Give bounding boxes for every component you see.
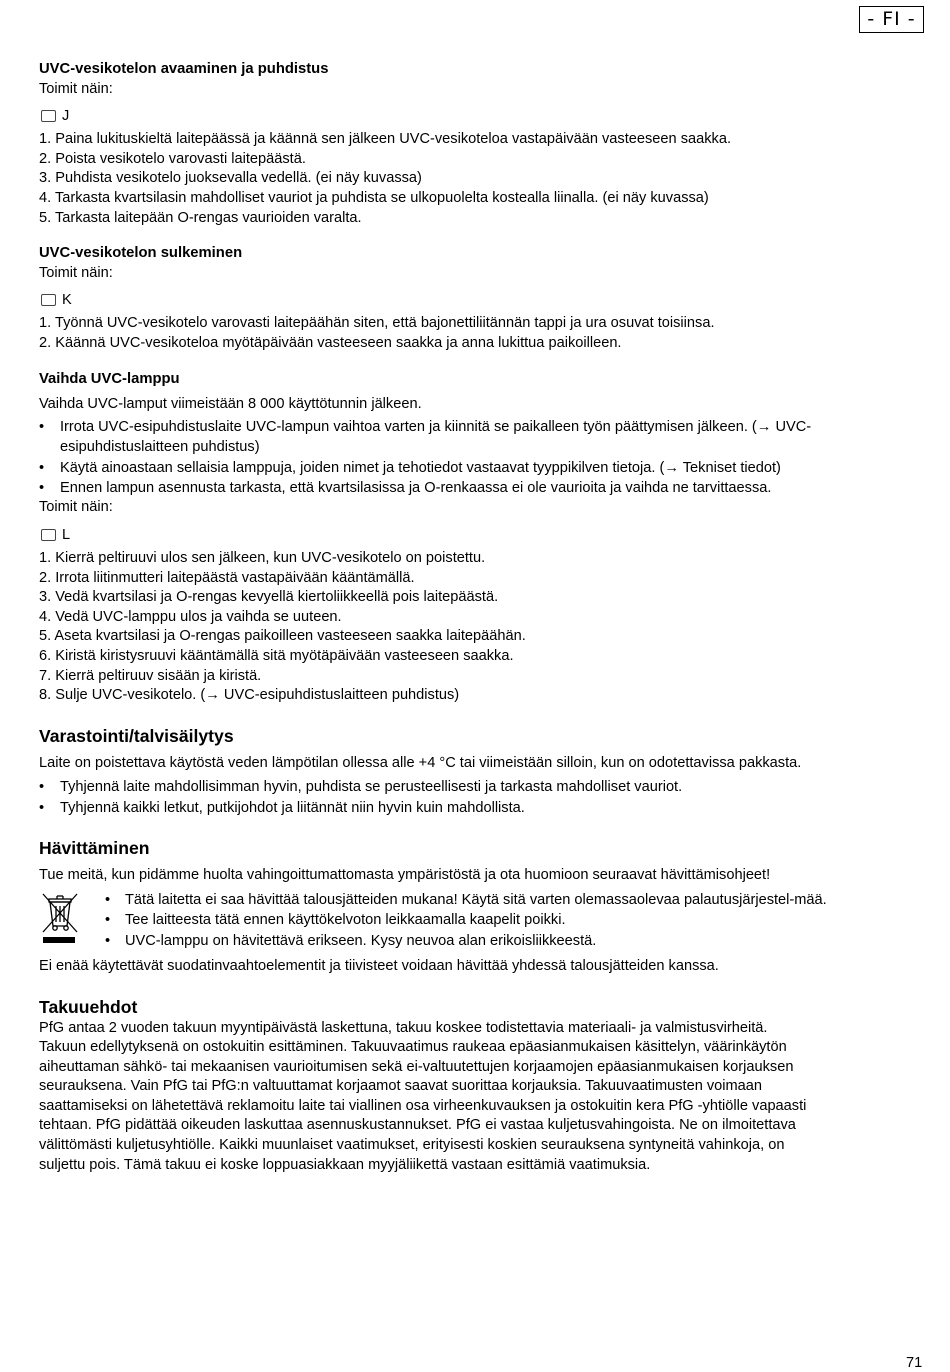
step-item: 5. Aseta kvartsilasi ja O-rengas paikoilleen vasteeseen saakka laitepäähän. (39, 628, 526, 645)
language-tag: - FI - (859, 6, 924, 33)
section-intro: Laite on poistettava käytöstä veden lämpötilan ollessa alle +4 °C tai viimeistään silloin, kun on odotettavissa pakkasta. (39, 754, 802, 771)
figure-icon (41, 110, 56, 122)
figure-reference (39, 290, 925, 310)
section-intro: Toimit näin: (39, 80, 113, 97)
figure-reference (39, 106, 925, 126)
bullet-item: • Irrota UVC-esipuhdistuslaite UVC-lampun vaihtoa varten ja kiinnitä se paikalleen työn päättymisen jälkeen. (→ UVC-esipuhdistuslaitteen puhdistus) (39, 417, 925, 458)
figure-label: L (62, 526, 71, 543)
section-title-lamp: Vaihda UVC-lamppu (39, 370, 180, 387)
figure-reference (39, 525, 925, 545)
bullet-item: • Tätä laitetta ei saa hävittää talousjätteiden mukana! Käytä sitä varten olemassaolevaa palautusjärjestel-mää. (105, 890, 925, 910)
bullet-item: • Käytä ainoastaan sellaisia lamppuja, joiden nimet ja tehotiedot vastaavat tyyppikilven tietoja. (→ Tekniset tiedot) (39, 458, 925, 478)
section-title-disposal: Hävittäminen (39, 838, 150, 859)
warranty-line: välittömästi kuljetusyhtiölle. Kaikki muunlaiset vaatimukset, erityisesti koskien seurauksena syntyneitä vahinkoja, on (39, 1137, 785, 1154)
warranty-line: Takuun edellytyksenä on ostokuitin esittäminen. Takuuvaatimus raukeaa epäasianmukaisen käsittelyn, väärinkäytön (39, 1039, 787, 1056)
bullet-list (99, 890, 925, 951)
bullet-item: • Tee laitteesta tätä ennen käyttökelvoton leikkaamalla kaapelit poikki. (105, 910, 925, 930)
section-intro: Toimit näin: (39, 499, 113, 516)
section-title-close: UVC-vesikotelon sulkeminen (39, 245, 243, 262)
warranty-line: seurauksena. Vain PfG tai PfG:n valtuuttamat korjaamot saavat suorittaa korjauksia. Takuuvaatimusten voimaan (39, 1078, 763, 1095)
warranty-line: PfG antaa 2 vuoden takuun myyntipäivästä laskettuna, takuu koskee todistettavia materiaali- ja valmistusvirheitä. (39, 1019, 768, 1036)
step-item: 2. Käännä UVC-vesikoteloa myötäpäivään vasteeseen saakka ja anna lukittua paikoilleen. (39, 334, 622, 351)
warranty-line: aiheuttaman sähkö- tai mekaanisen vaurioitumisen sekä ei-valtuutettujen korjaamojen epäasianmukaisen korjauksen (39, 1058, 794, 1075)
step-item: 4. Tarkasta kvartsilasin mahdolliset vauriot ja puhdista se ulkopuolelta kostealla liinalla. (ei näy kuvassa) (39, 189, 709, 206)
warranty-line: suljettu pois. Tämä takuu ei koske loppuasiakkaan myyjäliikettä vastaan esittämiä vaatimuksia. (39, 1156, 651, 1173)
figure-icon (41, 294, 56, 306)
section-title-warranty: Takuuehdot (39, 996, 138, 1017)
warranty-line: tehtaan. PfG pidättää oikeuden laskuttaa asennuskustannukset. PfG ei vastaa kuljetusvahingoista. Ne on ilmoitettava (39, 1117, 796, 1134)
section-title-storage: Varastointi/talvisäilytys (39, 725, 234, 746)
steps-list (39, 130, 925, 228)
step-item: 1. Työnnä UVC-vesikotelo varovasti laitepäähän siten, että bajonettiliitännän tappi ja ura osuvat toisiinsa. (39, 315, 715, 332)
bullet-item: • Tyhjennä laite mahdollisimman hyvin, puhdista se perusteellisesti ja tarkasta mahdolliset vauriot. (39, 777, 925, 797)
steps-list (39, 549, 925, 706)
disposal-block (39, 890, 925, 951)
bullet-item: • UVC-lamppu on hävitettävä erikseen. Kysy neuvoa alan erikoisliikkeestä. (105, 931, 925, 951)
warranty-text (39, 1019, 925, 1176)
bullet-item: • Ennen lampun asennusta tarkasta, että kvartsilasissa ja O-renkaassa ei ole vaurioita ja vaihda ne tarvittaessa. (39, 478, 925, 498)
step-item: 3. Puhdista vesikotelo juoksevalla vedellä. (ei näy kuvassa) (39, 170, 422, 187)
bullet-item: • Tyhjennä kaikki letkut, putkijohdot ja liitännät niin hyvin kuin mahdollista. (39, 798, 925, 818)
step-item: 8. Sulje UVC-vesikotelo. (→ UVC-esipuhdistuslaitteen puhdistus) (39, 687, 460, 704)
page-number: 71 (906, 1355, 923, 1371)
step-item: 6. Kiristä kiristysruuvi kääntämällä sitä myötäpäivään vasteeseen saakka. (39, 647, 514, 664)
steps-list (39, 314, 925, 353)
crossed-out-wheelie-bin-icon (39, 890, 99, 951)
bullet-list (39, 417, 925, 499)
section-title-open-clean: UVC-vesikotelon avaaminen ja puhdistus (39, 61, 329, 77)
step-item: 5. Tarkasta laitepään O-rengas vaurioiden varalta. (39, 209, 362, 226)
step-item: 2. Irrota liitinmutteri laitepäästä vastapäivään kääntämällä. (39, 569, 415, 586)
section-intro: Toimit näin: (39, 264, 113, 281)
section-intro: Tue meitä, kun pidämme huolta vahingoittumattomasta ympäristöstä ja ota huomioon seuraavat hävittämisohjeet! (39, 867, 771, 884)
step-item: 2. Poista vesikotelo varovasti laitepäästä. (39, 150, 306, 167)
warranty-line: saattamiseksi on lähetettävä reklamoitu laite tai viallinen osa virheenkuvauksen ja ostokuitin kera PfG -yhtiölle vapaasti (39, 1097, 807, 1114)
section-outro: Ei enää käytettävät suodatinvaahtoelementit ja tiivisteet voidaan hävittää yhdessä talousjätteiden kanssa. (39, 957, 719, 974)
section-intro: Vaihda UVC-lamput viimeistään 8 000 käyttötunnin jälkeen. (39, 396, 422, 413)
figure-icon (41, 529, 56, 541)
page-content (39, 60, 925, 1175)
step-item: 1. Kierrä peltiruuvi ulos sen jälkeen, kun UVC-vesikotelo on poistettu. (39, 549, 486, 566)
step-item: 3. Vedä kvartsilasi ja O-rengas kevyellä kiertoliikkeellä pois laitepäästä. (39, 589, 499, 606)
figure-label: J (62, 108, 70, 125)
step-item: 4. Vedä UVC-lamppu ulos ja vaihda se uuteen. (39, 608, 342, 625)
step-item: 7. Kierrä peltiruuv sisään ja kiristä. (39, 667, 262, 684)
bullet-list (39, 777, 925, 818)
figure-label: K (62, 292, 72, 309)
step-item: 1. Paina lukituskieltä laitepäässä ja käännä sen jälkeen UVC-vesikoteloa vastapäivään vasteeseen saakka. (39, 131, 731, 148)
